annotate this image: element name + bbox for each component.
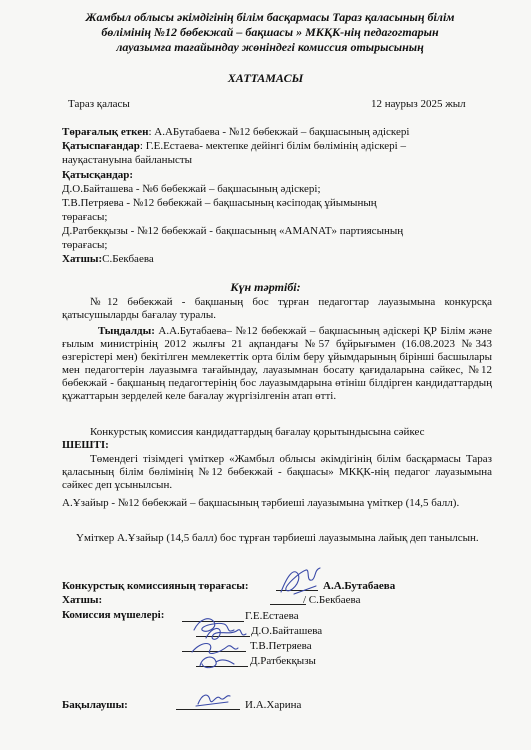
secretary-name: С.Бекбаева: [102, 253, 154, 265]
member-1-name: Г.Е.Естаева: [245, 610, 299, 622]
chair-signature-label: Конкурстық комиссияның төрағасы:: [62, 580, 249, 592]
doc-title-line-1: Жамбыл облысы әкімдігінің білім басқармасы Тараз қаласының білім: [85, 10, 455, 24]
participant-3a: Д.Ратбекқызы - №12 бөбекжай - бақшасының «AMANAT» партиясының: [62, 225, 404, 237]
secretary-line: [62, 253, 154, 266]
doc-title-line-3: лауазымға тағайындау жөніндегі комиссия отырысының: [116, 40, 424, 54]
secretary-label: Хатшы:: [62, 253, 103, 265]
decision-text: Төмендегі тізімдегі үміткер «Жамбыл облысы әкімдігінің білім басқармасы Тараз қаласының білім бөлімінің №12 бөбекжай - бақшасы» МКҚК-нің педагог лауазымына сәйкес деп ұсынылсын.: [62, 453, 492, 491]
absent-label: Қатыспағандар: [62, 140, 140, 152]
listened-label: Тыңдалды:: [98, 325, 155, 337]
participant-3b: төрағасы;: [62, 239, 108, 251]
city: Тараз қаласы: [68, 98, 130, 110]
secretary-signature-name: / С.Бекбаева: [303, 594, 361, 606]
secretary-signature-label: Хатшы:: [62, 594, 103, 606]
agenda-heading: Күн тәртібі:: [230, 280, 301, 294]
decision-final: Үміткер А.Ұзайыр (14,5 балл) бос тұрған тәрбиеші лауазымына лайық деп танылсын.: [76, 532, 479, 544]
observer-name: И.А.Харина: [245, 699, 302, 711]
decision-candidate: А.Ұзайыр - №12 бөбекжай – бақшасының тәрбиеші лауазымына үміткер (14,5 балл).: [62, 497, 460, 509]
doc-type-heading: ХАТТАМАСЫ: [227, 71, 304, 85]
member-2-name: Д.О.Байташева: [251, 625, 323, 637]
member-4-signature-icon: [194, 652, 240, 674]
secretary-signature-line: [270, 604, 306, 605]
listened-text: А.А.Бутабаева– №12 бөбекжай – бақшасының әдіскері ҚР Білім және ғылым министрінің 2012 жылғы 21 ақпандағы №57 бұйрығымен (16.08.2023 №343 өзгерістері мен) бекітілген мемлекеттік орта білім беру ұйымдарының бірінші басшылары мен педагогтерін лауазымға тағайындау, лауазымнан босату қағидаларына сәйкес, №12 бөбекжай - бақшаның педагогтерінің бос лауазымдарына өтініш білдірген кандидаттардың құжаттарын зерделей келе бағалау жүргізілгенін атап өтті.: [62, 325, 492, 402]
absent-text: : Г.Е.Естаева- мектепке дейінгі білім бөлімінің әдіскері –: [139, 140, 406, 152]
participant-1: Д.О.Байташева - №6 бөбекжай – бақшасының әдіскері;: [62, 183, 321, 195]
chair-text: : А.АБутабаева - №12 бөбекжай – бақшасының әдіскері: [148, 126, 410, 138]
absent-reason: науқастануына байланысты: [62, 154, 193, 166]
participant-2a: Т.В.Петряева - №12 бөбекжай – бақшасының кәсіподақ ұйымының: [62, 197, 377, 209]
members-label: Комиссия мүшелері:: [62, 609, 165, 621]
doc-title-line-2: бөлімінің №12 бөбекжай – бақшасы » МКҚК-нің педагогтарын: [101, 25, 439, 39]
commission-conclusion: Конкурстық комиссия кандидаттардың бағалау қорытындысына сәйкес: [90, 426, 425, 438]
decision-label: ШЕШТІ:: [62, 439, 109, 451]
participant-2b: төрағасы;: [62, 211, 108, 223]
participants-label: Қатысқандар:: [62, 169, 134, 181]
chair-label: Төрағалық еткен: [62, 126, 149, 138]
member-3-name: Т.В.Петряева: [250, 640, 312, 652]
date: 12 наурыз 2025 жыл: [371, 98, 466, 110]
member-4-name: Д.Ратбекқызы: [250, 655, 316, 667]
observer-signature-icon: [194, 688, 234, 712]
chair-signature-name: А.А.Бутабаева: [323, 580, 396, 592]
absent-line: [62, 140, 406, 153]
agenda-item: №12 бөбекжай - бақшаның бос тұрған педагогтар лауазымына конкурсқа қатысушыларды бағалау туралы.: [62, 296, 492, 321]
observer-label: Бақылаушы:: [62, 699, 128, 711]
listened-paragraph: [62, 325, 492, 403]
chair-line: [62, 126, 409, 139]
